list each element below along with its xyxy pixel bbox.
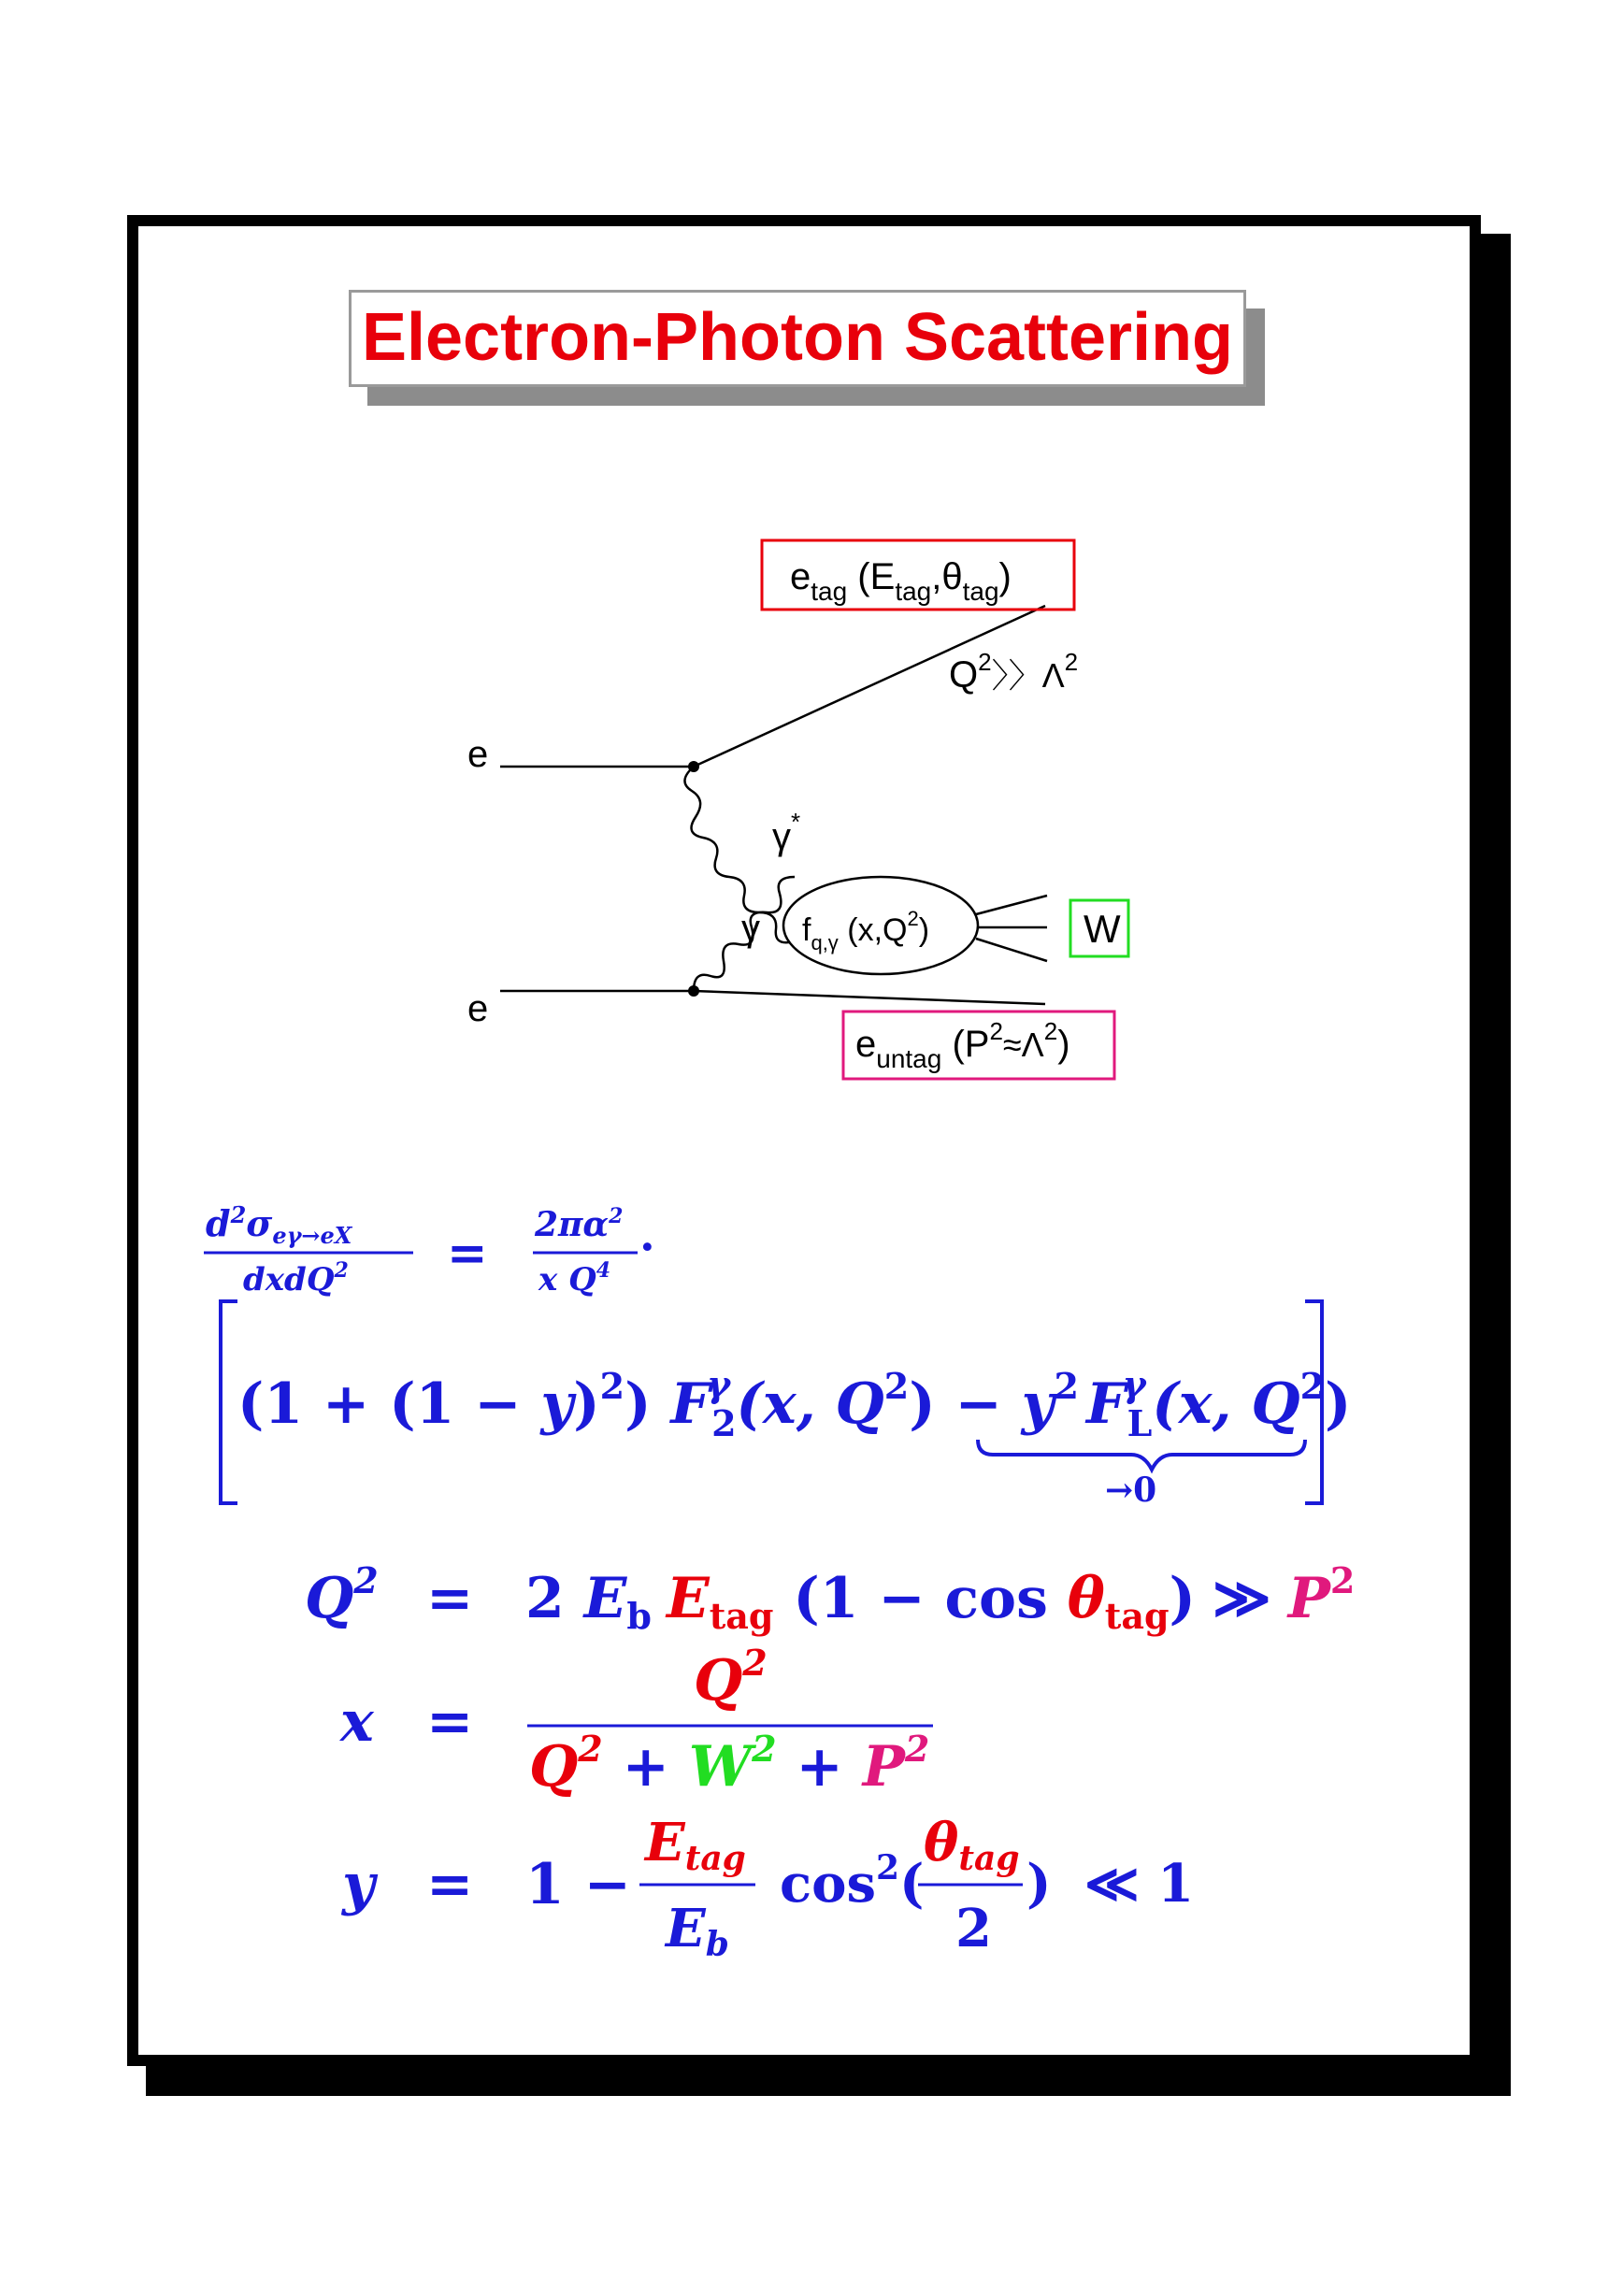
xsec-rhs-numerator: $2\pi\alpha^2$ xyxy=(535,1204,624,1244)
cross-section-formula xyxy=(204,1201,1351,1510)
x-numerator: $Q^2$ xyxy=(694,1642,768,1714)
q2-equals: = xyxy=(426,1566,474,1631)
lower-vertex xyxy=(688,985,699,997)
y-lhs: y xyxy=(342,1852,375,1917)
etag-label: $e_{tag}$ $(E_{tag},\theta_{tag})$ xyxy=(790,556,1012,606)
q2-rhs: 2 $E_b$ $E_{tag}$ $(1 - \cos \theta_{tag})$ ≫ $P^2$ xyxy=(525,1559,1356,1637)
hadron-line-1 xyxy=(976,896,1047,914)
y-etag-numerator: Etag xyxy=(645,1812,746,1878)
underbrace-label: →0 xyxy=(1105,1471,1157,1510)
photon-structure-function-label: $f_{q,\gamma}$ $(x,Q^2)$ xyxy=(802,907,930,954)
q2-scale-label: $Q^2$〉〉$\Lambda^2$ xyxy=(949,648,1079,696)
outgoing-untagged-electron xyxy=(694,991,1045,1004)
xsec-equals: = xyxy=(447,1225,488,1282)
q2-lhs: $Q^2$ xyxy=(305,1559,379,1631)
page-title: Electron-Photon Scattering xyxy=(361,300,1234,375)
x-equation xyxy=(338,1642,933,1800)
w-label: W xyxy=(1084,907,1121,951)
x-equals: = xyxy=(426,1689,474,1755)
gamma-label: γ xyxy=(741,908,760,949)
y-equals: = xyxy=(426,1852,474,1917)
y-two-denominator: 2 xyxy=(955,1898,992,1959)
xsec-denominator: dxdQ$^2$ xyxy=(243,1258,349,1299)
q2-equation xyxy=(305,1559,1355,1637)
upper-vertex xyxy=(688,761,699,772)
e-bottom-label: e xyxy=(467,988,489,1029)
y-one-minus: 1 − xyxy=(525,1852,631,1917)
y-theta-numerator: θtag xyxy=(924,1812,1020,1878)
y-cos-term: $\cos^2$( xyxy=(780,1848,925,1915)
left-square-bracket xyxy=(221,1301,237,1503)
xsec-numerator: $d^2\sigma_{e\gamma\to eX}$ xyxy=(206,1201,352,1249)
xsec-rhs-denominator: x $Q^4$ xyxy=(538,1258,611,1299)
x-denominator: $Q^2 + W^2 + P^2$ xyxy=(529,1728,930,1800)
y-much-less-than-one: ≪ 1 xyxy=(1084,1853,1195,1915)
hadron-line-3 xyxy=(976,939,1047,961)
xsec-dot: · xyxy=(639,1221,655,1273)
y-close-paren: ) xyxy=(1026,1853,1052,1915)
e-top-label: e xyxy=(467,734,489,775)
y-equation xyxy=(340,1812,1194,1964)
euntag-label: $e_{untag}$ $(P^2\approx\Lambda^2)$ xyxy=(855,1017,1070,1073)
gamma-star-label: γ* xyxy=(772,808,801,857)
x-lhs: x xyxy=(340,1689,374,1755)
y-eb-denominator: Eb xyxy=(666,1898,729,1964)
bracket-expression: $(1 + (1 - y)^2)$ Fγ 2(x, $Q^2) - y^2$ Fγ L(x, $Q^2$) xyxy=(237,1363,1352,1444)
